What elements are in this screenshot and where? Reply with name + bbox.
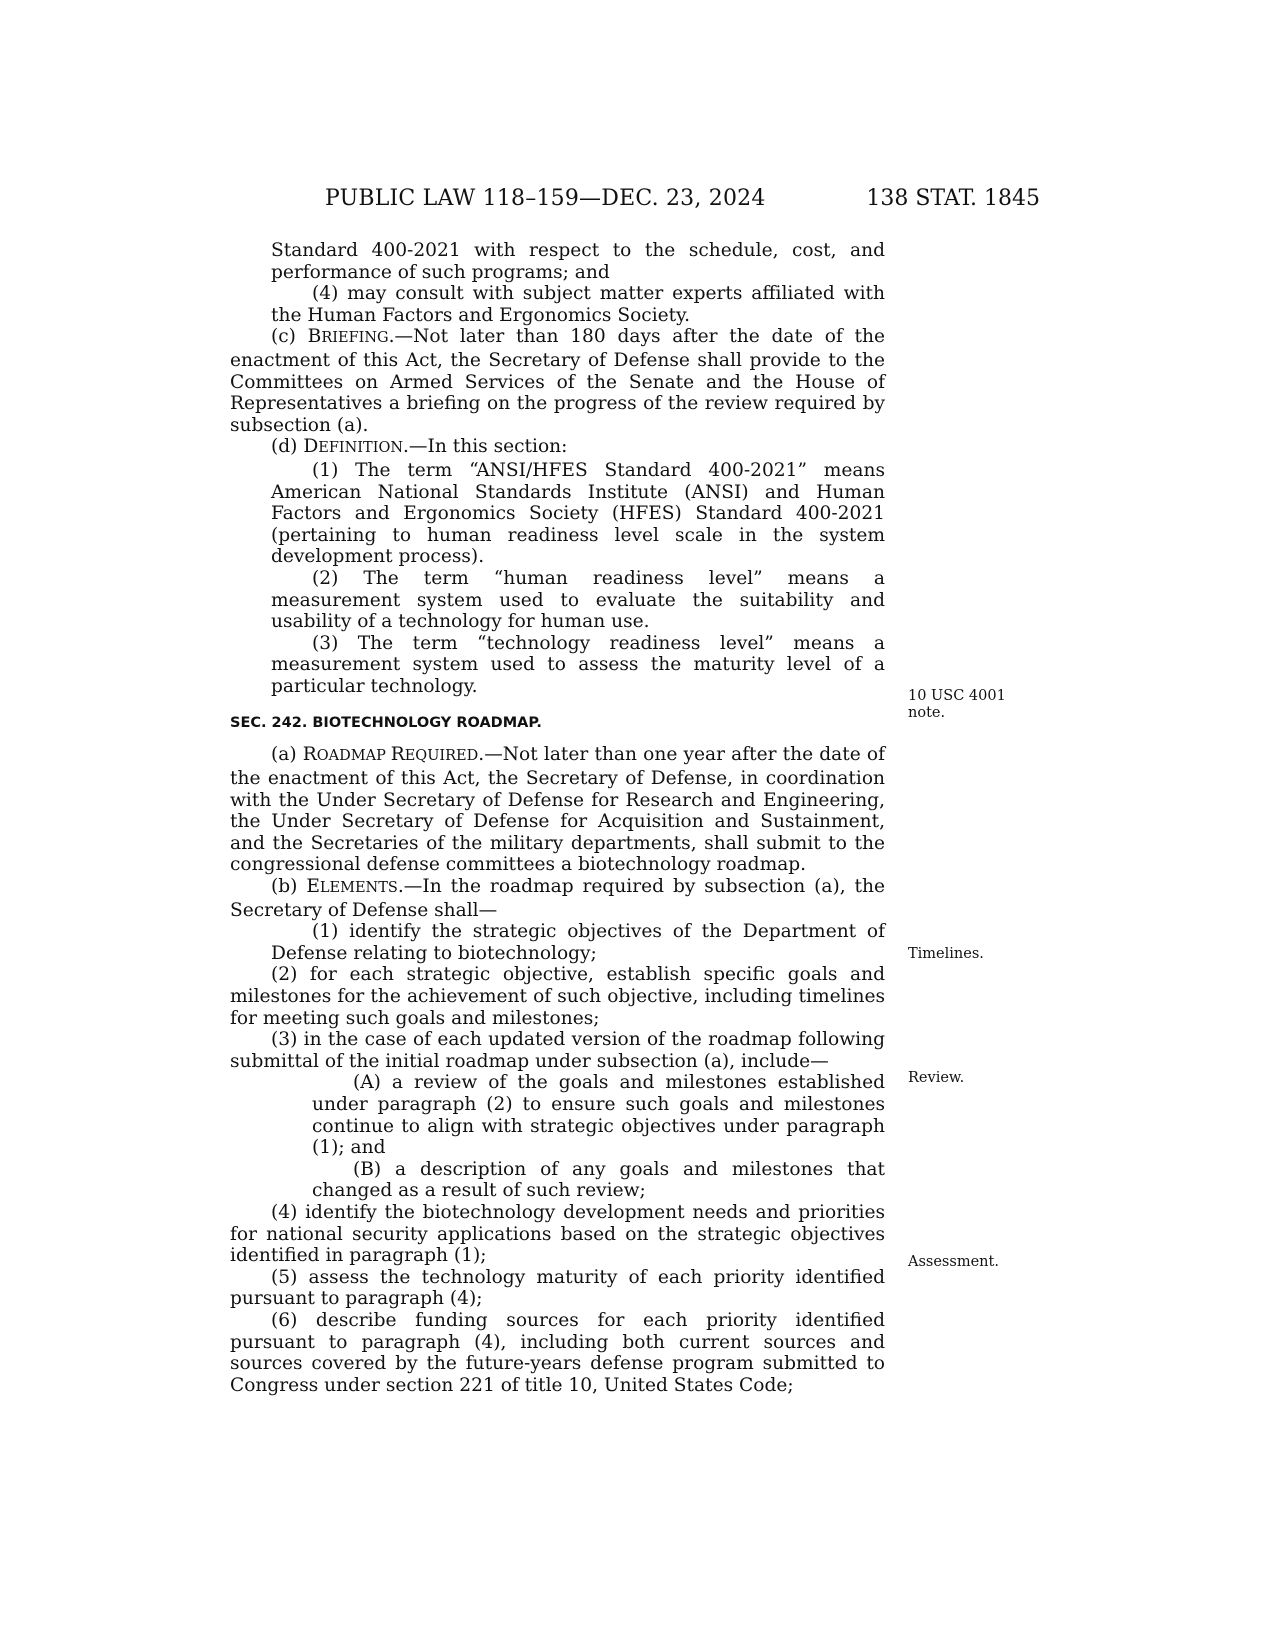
- margin-note-timelines: Timelines.: [908, 946, 984, 962]
- subsection-text: .—Not later than one year after the date of the enactment of this Act, the Secretary of Defense, in coordination with the Under Secretary of Defense for Research and Engineering, the Under Secretary of Defense for Acquisition and Sustainment, and the Secretaries of the military departments, shall submit to the congressional defense committees a biotechnology roadmap.: [230, 744, 885, 876]
- heading-cap: R: [302, 744, 317, 766]
- element-3-B: (B) a description of any goals and milestones that changed as a result of such review;: [312, 1158, 885, 1202]
- element-4: (4) identify the biotechnology development needs and priorities for national security applications based on the strategic objectives identified in paragraph (1);: [230, 1201, 885, 1267]
- margin-note-usc: [908, 688, 1006, 722]
- section-heading: SEC. 242. BIOTECHNOLOGY ROADMAP.: [230, 715, 542, 732]
- heading-small-caps: EFINITION: [318, 440, 404, 457]
- element-6: (6) describe funding sources for each priority identified pursuant to paragraph (4), including both current sources and sources covered by the future-years defense program submitted to Congress under section 221 of title 10, United States Code;: [230, 1309, 885, 1396]
- definition-3: (3) The term “technology readiness level” means a measurement system used to assess the maturity level of a particular technology.: [271, 632, 885, 697]
- subsection-text: .—In the roadmap required by subsection (a), the Secretary of Defense shall—: [230, 876, 885, 921]
- element-5: (5) assess the technology maturity of each priority identified pursuant to paragraph (4);: [230, 1266, 885, 1310]
- element-3-A: (A) a review of the goals and milestones established under paragraph (2) to ensure such goals and milestones continue to align with strategic objectives under paragraph (1); and: [312, 1072, 885, 1159]
- subsection-a-roadmap-required: [230, 744, 885, 876]
- heading-small-caps: RIEFING: [321, 330, 389, 347]
- margin-note-assessment: Assessment.: [908, 1254, 999, 1270]
- heading-cap: R: [390, 744, 405, 766]
- subsection-b-elements: [230, 876, 885, 921]
- subsection-lead: (d): [271, 436, 304, 458]
- heading-cap: B: [307, 326, 322, 348]
- definition-1: (1) The term “ANSI/HFES Standard 400-2021” means American National Standards Institute (ANSI) and Human Factors and Ergonomics Society (HFES) Standard 400-2021 (pertaining to human readiness level scale in the system development process).: [271, 459, 885, 568]
- subsection-text: .—Not later than 180 days after the date of the enactment of this Act, the Secretary of Defense shall provide to the Committees on Armed Services of the Senate and the House of Representatives a briefing on the progress of the review required by subsection (a).: [230, 326, 885, 436]
- heading-cap: D: [303, 436, 319, 458]
- stat-page-number: 138 STAT. 1845: [866, 186, 1040, 211]
- subsection-text: .—In this section:: [403, 436, 568, 458]
- margin-note-usc-line1: 10 USC 4001: [908, 688, 1006, 704]
- paragraph-continuation: Standard 400-2021 with respect to the schedule, cost, and performance of such programs; and: [271, 240, 885, 283]
- element-2: (2) for each strategic objective, establish specific goals and milestones for the achievement of such objective, including timelines for meeting such goals and milestones;: [230, 964, 885, 1029]
- paragraph-item-4: (4) may consult with subject matter experts affiliated with the Human Factors and Ergonomics Society.: [271, 283, 885, 326]
- subsection-lead: (c): [271, 326, 308, 348]
- running-head: [325, 186, 1040, 220]
- heading-small-caps: EQUIRED: [404, 748, 479, 765]
- heading-cap: E: [306, 876, 320, 898]
- heading-small-caps: LEMENTS: [319, 880, 398, 897]
- subsection-lead: (a): [271, 744, 303, 766]
- definition-2: (2) The term “human readiness level” means a measurement system used to evaluate the suitability and usability of a technology for human use.: [271, 567, 885, 633]
- body-text: [230, 240, 885, 1396]
- element-3: (3) in the case of each updated version of the roadmap following submittal of the initial roadmap under subsection (a), include—: [230, 1029, 885, 1072]
- margin-note-review: Review.: [908, 1070, 965, 1086]
- subsection-lead: (b): [271, 876, 307, 898]
- element-1: (1) identify the strategic objectives of the Department of Defense relating to biotechnology;: [271, 921, 885, 964]
- law-title: PUBLIC LAW 118–159—DEC. 23, 2024: [325, 186, 766, 211]
- subsection-c-briefing: [230, 326, 885, 436]
- subsection-d-definition: [230, 436, 885, 460]
- heading-small-caps: OADMAP: [316, 748, 391, 765]
- margin-note-usc-line2: note.: [908, 705, 946, 721]
